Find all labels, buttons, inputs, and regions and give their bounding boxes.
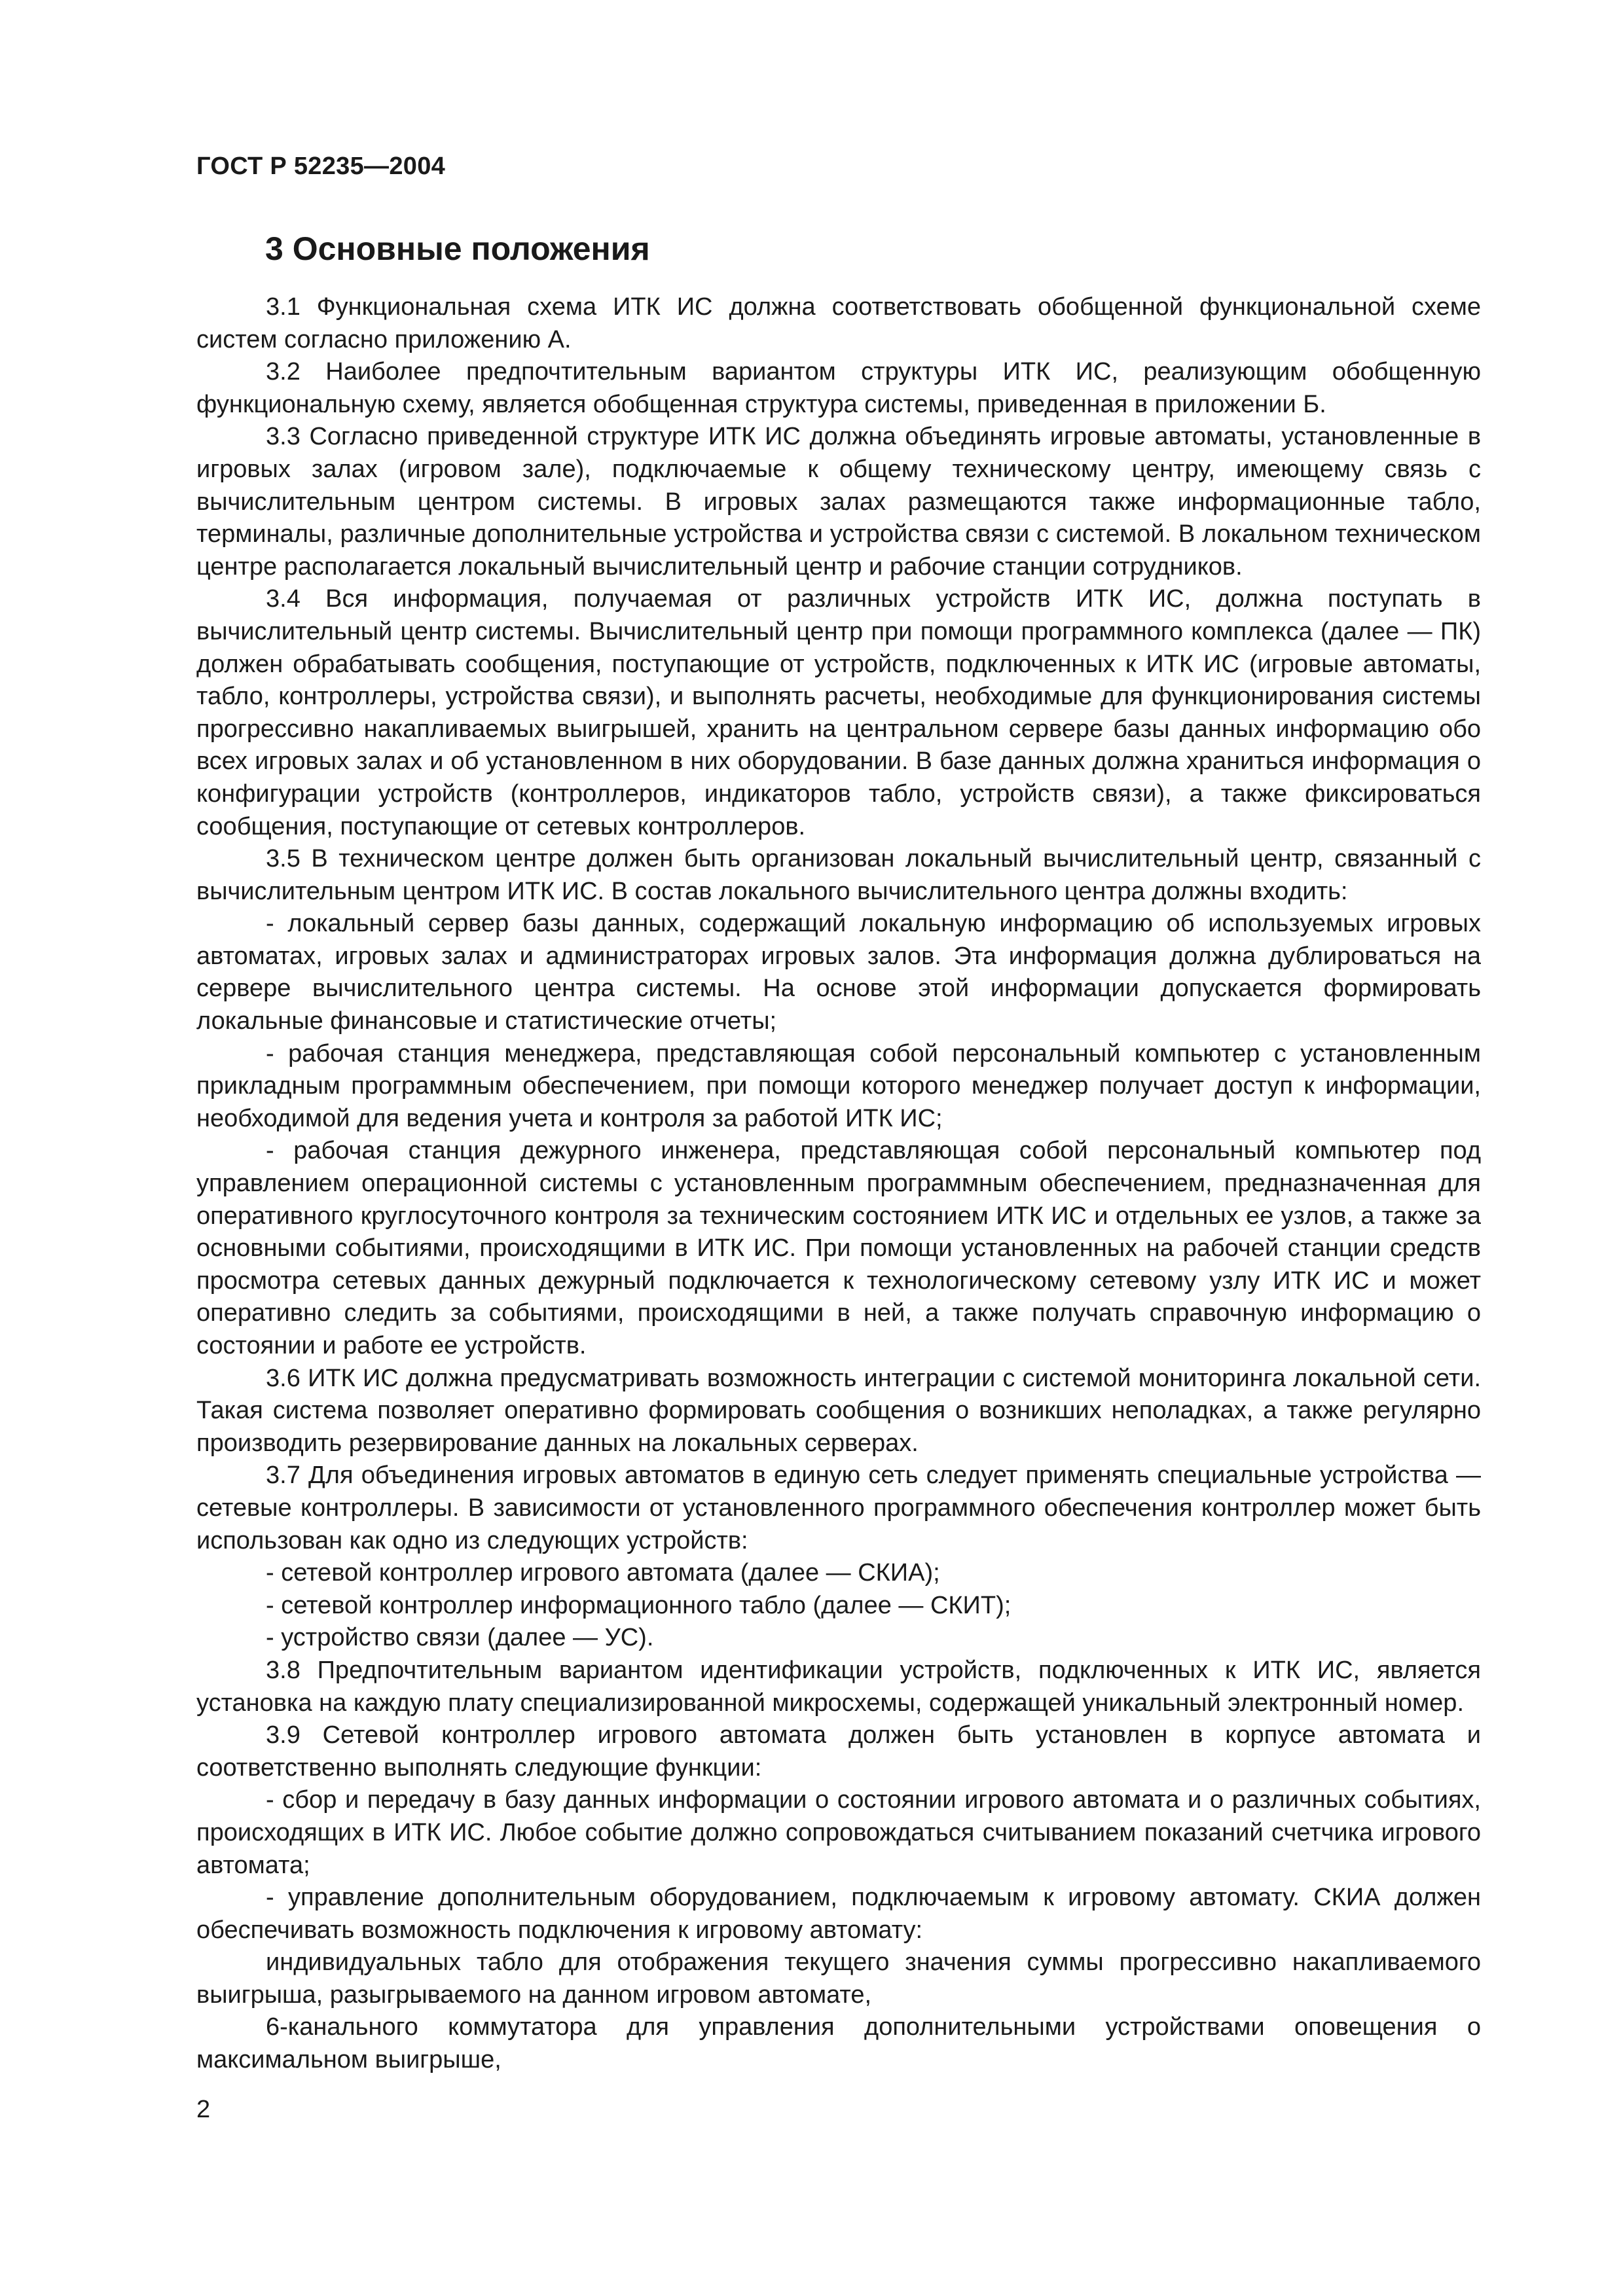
list-item: - локальный сервер базы данных, содержащий локальную информацию об используемых игровых автоматах, игровых залах и администраторах игровых залов. Эта информация должна дублироваться на сервере вычислительного центра системы. На основе этой информации допускается формировать локальные финансовые и статистические отчеты; [196,910,1481,1035]
paragraph-3-8: 3.8 Предпочтительным вариантом идентификации устройств, подключенных к ИТК ИС, является установка на каждую плату специализированной микросхемы, содержащей уникальный электронный номер. [196,1656,1481,1717]
sub-list-item: 6-канального коммутатора для управления дополнительными устройствами оповещения о максимальном выигрыше, [196,2013,1481,2074]
paragraph-3-3: 3.3 Согласно приведенной структуре ИТК ИС должна объединять игровые автоматы, установленные в игровых залах (игровом зале), подключаемые к общему техническому центру, имеющему связь с вычислительным центром системы. В игровых залах размещаются также информационные табло, терминалы, различные дополнительные устройства и устройства связи с системой. В локальном техническом центре располагается локальный вычислительный центр и рабочие станции сотрудников. [196,423,1481,581]
list-item: - сетевой контроллер информационного табло (далее — СКИТ); [266,1591,1012,1619]
section-body [196,291,1481,2077]
section-title: 3 Основные положения [265,230,650,267]
document-code-header: ГОСТ Р 52235—2004 [196,152,446,180]
paragraph-3-5: 3.5 В техническом центре должен быть организован локальный вычислительный центр, связанный с вычислительным центром ИТК ИС. В состав локального вычислительного центра должны входить: [196,845,1481,905]
list-item: - рабочая станция менеджера, представляющая собой персональный компьютер с установленным прикладным программным обеспечением, при помощи которого менеджер получает доступ к информации, необходимой для ведения учета и контроля за работой ИТК ИС; [196,1039,1481,1132]
list-item: - рабочая станция дежурного инженера, представляющая собой персональный компьютер под управлением операционной системы с установленным программным обеспечением, предназначенная для оперативного круглосуточного контроля за техническим состоянием ИТК ИС и отдельных ее узлов, а также за основными событиями, происходящими в ИТК ИС. При помощи установленных на рабочей станции средств просмотра сетевых данных дежурный подключается к технологическому сетевому узлу ИТК ИС и может оперативно следить за событиями, происходящими в ней, а также получать справочную информацию о состоянии и работе ее устройств. [196,1137,1481,1359]
sub-list-item: индивидуальных табло для отображения текущего значения суммы прогрессивно накапливаемого выигрыша, разыгрываемого на данном игровом автомате, [196,1948,1481,2009]
paragraph-3-1: 3.1 Функциональная схема ИТК ИС должна соответствовать обобщенной функциональной схеме систем согласно приложению А. [196,293,1481,353]
paragraph-3-2: 3.2 Наиболее предпочтительным вариантом структуры ИТК ИС, реализующим обобщенную функциональную схему, является обобщенная структура системы, приведенная в приложении Б. [196,358,1481,418]
paragraph-3-7: 3.7 Для объединения игровых автоматов в единую сеть следует применять специальные устройства — сетевые контроллеры. В зависимости от установленного программного обеспечения контроллер может быть использован как одно из следующих устройств: [196,1462,1481,1554]
paragraph-3-4: 3.4 Вся информация, получаемая от различных устройств ИТК ИС, должна поступать в вычислительный центр системы. Вычислительный центр при помощи программного комплекса (далее — ПК) должен обрабатывать сообщения, поступающие от устройств, подключенных к ИТК ИС (игровые автоматы, табло, контроллеры, устройства связи), и выполнять расчеты, необходимые для функционирования системы прогрессивно накапливаемых выигрышей, хранить на центральном сервере базы данных информацию обо всех игровых залах и об установленном в них оборудовании. В базе данных должна храниться информация о конфигурации устройств (контроллеров, индикаторов табло, устройств связи), а также фиксироваться сообщения, поступающие от сетевых контроллеров. [196,585,1481,840]
list-item: - сетевой контроллер игрового автомата (далее — СКИА); [266,1559,940,1587]
paragraph-3-9: 3.9 Сетевой контроллер игрового автомата должен быть установлен в корпусе автомата и соответственно выполнять следующие функции: [196,1721,1481,1782]
paragraph-3-6: 3.6 ИТК ИС должна предусматривать возможность интеграции с системой мониторинга локальной сети. Такая система позволяет оперативно формировать сообщения о возникших неполадках, а также регулярно производить резервирование данных на локальных серверах. [196,1364,1481,1457]
page-number: 2 [196,2096,211,2123]
list-item: - сбор и передачу в базу данных информации о состоянии игрового автомата и о различных событиях, происходящих в ИТК ИС. Любое событие должно сопровождаться считыванием показаний счетчика игрового автомата; [196,1786,1481,1879]
list-item: - устройство связи (далее — УС). [266,1624,654,1652]
list-item: - управление дополнительным оборудованием, подключаемым к игровому автомату. СКИА должен обеспечивать возможность подключения к игровому автомату: [196,1884,1481,1944]
